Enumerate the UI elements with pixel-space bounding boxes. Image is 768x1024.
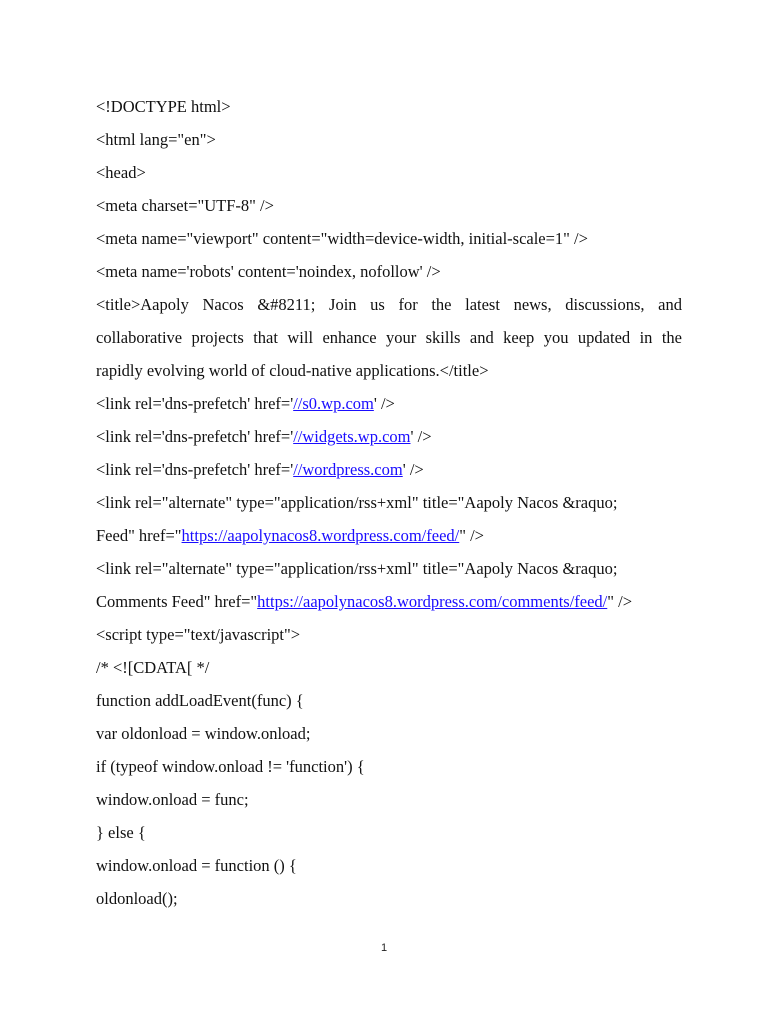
hyperlink[interactable]: //s0.wp.com	[293, 394, 374, 413]
code-line: } else {	[96, 823, 146, 842]
code-line: <title>Aapoly Nacos &#8211; Join us for the latest news, discussions, and	[96, 295, 682, 314]
code-line: <meta charset="UTF-8" />	[96, 196, 274, 215]
hyperlink[interactable]: //widgets.wp.com	[293, 427, 411, 446]
code-line: collaborative projects that will enhance your skills and keep you updated in the	[96, 328, 682, 347]
code-line: oldonload();	[96, 889, 178, 908]
code-text: " />	[459, 526, 484, 545]
hyperlink[interactable]: https://aapolynacos8.wordpress.com/feed/	[181, 526, 460, 545]
code-line: <link rel="alternate" type="application/rss+xml" title="Aapoly Nacos &raquo;	[96, 559, 618, 578]
code-text: Comments Feed" href="	[96, 592, 258, 611]
hyperlink[interactable]: https://aapolynacos8.wordpress.com/comments/feed/	[257, 592, 608, 611]
dns-prefetch-line	[96, 387, 682, 420]
code-line: window.onload = function () {	[96, 856, 297, 875]
code-line: <!DOCTYPE html>	[96, 97, 231, 116]
code-text: ' />	[410, 427, 432, 446]
code-line: rapidly evolving world of cloud-native applications.</title>	[96, 361, 489, 380]
code-line: <meta name='robots' content='noindex, nofollow' />	[96, 262, 441, 281]
code-text: Feed" href="	[96, 526, 182, 545]
title-paragraph	[96, 288, 682, 387]
code-text: <link rel='dns-prefetch' href='	[96, 460, 294, 479]
code-line: <link rel="alternate" type="application/rss+xml" title="Aapoly Nacos &raquo;	[96, 493, 618, 512]
code-text: " />	[607, 592, 633, 611]
code-line: function addLoadEvent(func) {	[96, 691, 304, 710]
code-line: <meta name="viewport" content="width=device-width, initial-scale=1" />	[96, 229, 588, 248]
dns-prefetch-line	[96, 420, 682, 453]
feed-link-line	[96, 519, 682, 552]
code-text: ' />	[373, 394, 395, 413]
page-number: 1	[380, 942, 388, 954]
dns-prefetch-line	[96, 453, 682, 486]
code-text: <link rel='dns-prefetch' href='	[96, 394, 294, 413]
code-line: <script type="text/javascript">	[96, 625, 301, 644]
code-text: <link rel='dns-prefetch' href='	[96, 427, 294, 446]
code-line: if (typeof window.onload != 'function') {	[96, 757, 365, 776]
code-line: window.onload = func;	[96, 790, 249, 809]
code-line: var oldonload = window.onload;	[96, 724, 311, 743]
code-line: /* <![CDATA[ */	[96, 658, 210, 677]
code-line: <html lang="en">	[96, 130, 216, 149]
document-page	[96, 90, 682, 915]
hyperlink[interactable]: //wordpress.com	[293, 460, 403, 479]
code-line: <head>	[96, 163, 146, 182]
code-text: ' />	[402, 460, 424, 479]
feed-link-line	[96, 585, 682, 618]
